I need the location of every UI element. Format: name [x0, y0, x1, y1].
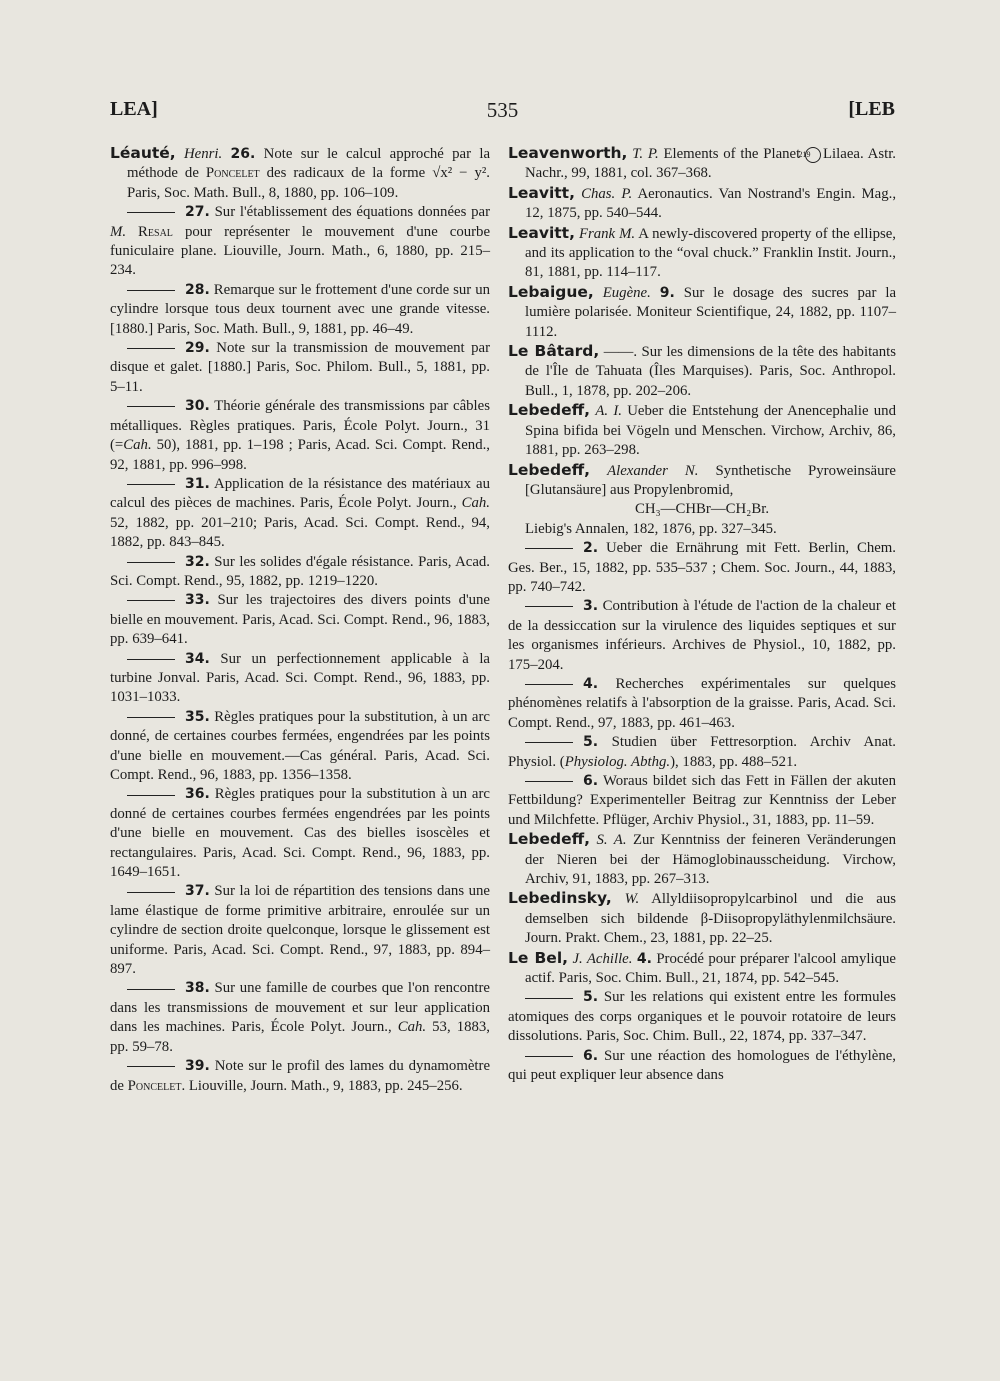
ditto-dash	[525, 606, 573, 607]
entry-lebedeff-ai	[508, 401, 896, 460]
author-name: Lebaigue,	[508, 282, 594, 301]
author-given-name: J. Achille.	[572, 950, 633, 967]
author-name: Lebedinsky,	[508, 889, 612, 908]
entry-number: 28.	[185, 281, 210, 298]
author-given-name: W.	[624, 891, 640, 908]
author-name: Leavenworth,	[508, 144, 628, 162]
ditto-dash	[127, 989, 175, 990]
entry-number: 29.	[185, 340, 210, 357]
entry-leavitt-chas	[508, 184, 896, 224]
entry-39	[110, 1057, 490, 1096]
entry-italic: Cah.	[397, 1019, 427, 1036]
entry-lebedeff-4	[508, 675, 896, 733]
entry-text: Contribution à l'étude de l'action de la chaleur et de la dessiccation sur la virulence des liquides septiques et sur les organismes inférieurs. Archives de Physiol., 10, 1882, pp. 175–204.	[508, 598, 896, 673]
ditto-dash	[127, 484, 175, 485]
entry-le-bel-4	[508, 949, 896, 989]
right-column	[508, 144, 896, 1086]
entry-text: Procédé pour préparer l'alcool amylique actif. Paris, Soc. Chim. Bull., 21, 1874, pp. 542–545.	[525, 950, 896, 987]
ditto-dash	[127, 1066, 175, 1067]
entry-number: 39.	[185, 1058, 210, 1075]
ditto-dash	[525, 742, 573, 743]
author-given-name: A. I.	[595, 403, 622, 420]
ditto-dash	[127, 212, 175, 213]
author-given-name: Henri.	[184, 146, 223, 162]
ditto-dash	[525, 684, 573, 685]
entry-text: Ueber die Entstehung der Anencephalie und Spina bifida bei Vögeln und Menschen. Virchow, Archiv, 86, 1881, pp. 263–298.	[525, 403, 896, 459]
ditto-dash	[127, 600, 175, 601]
entry-number: 38.	[185, 980, 210, 997]
entry-text: Sur un perfectionnement applicable à la turbine Jonval. Paris, Acad. Sci. Compt. Rend., 96, 1883, pp. 1031–1033.	[110, 650, 490, 706]
entry-number: 27.	[185, 204, 210, 221]
entry-number: 31.	[185, 475, 210, 492]
author-given-name: S. A.	[596, 832, 627, 849]
entry-text: Théorie générale des transmissions par câbles métalliques. Règles pratiques. Paris, École Polyt. Journ., 31 (=	[110, 398, 490, 454]
entry-text: Liouville, Journ. Math., 9, 1883, pp. 245–256.	[188, 1077, 463, 1094]
entry-number: 5.	[583, 989, 599, 1006]
author-name: Léauté,	[110, 144, 176, 162]
entry-text: Ueber die Ernährung mit Fett. Berlin, Chem. Ges. Ber., 15, 1882, pp. 535–537 ; Chem. Soc. Journ., 44, 1883, pp. 740–742.	[508, 540, 896, 595]
entry-number: 37.	[185, 883, 210, 900]
entry-smallcaps: Poncelet	[205, 165, 260, 182]
author-name: Leavitt,	[508, 223, 575, 242]
entry-38	[110, 979, 490, 1057]
entry-text: des radicaux de la forme √x² − y². Paris, Soc. Math. Bull., 8, 1880, pp. 106–109.	[127, 165, 490, 201]
entry-text: Sur une réaction des homologues de l'éthylène, qui peut expliquer leur absence dans	[508, 1047, 896, 1084]
ditto-dash	[525, 781, 573, 782]
entry-number: 9.	[659, 284, 675, 301]
entry-text: Sur la loi de répartition des tensions dans une lame élastique de forme primitive arbitraire, enroulée sur un cylindre de section droite quelconque, lorsque le glissement est uniforme. Paris, Acad. Sci. Compt. Rend., 97, 1883, pp. 894–897.	[110, 883, 490, 978]
entry-number: 5.	[583, 734, 599, 751]
entry-text: Elements of the Planet	[663, 146, 801, 162]
entry-italic: Cah.	[461, 495, 490, 512]
ditto-dash	[525, 548, 573, 549]
entry-text: Sur les trajectoires des divers points d'une bielle en mouvement. Paris, Acad. Sci. Compt. Rend., 96, 1883, pp. 639–641.	[110, 592, 491, 648]
entry-number: 32.	[185, 553, 210, 570]
author-name: Lebedeff,	[508, 460, 591, 479]
ditto-dash	[127, 348, 175, 349]
entry-number: 2.	[583, 540, 599, 557]
entry-text: Note sur la transmission de mouvement par disque et galet. [1880.] Paris, Soc. Philom. Bull., 5, 1881, pp. 5–11.	[110, 340, 490, 395]
entry-text: 53, 1883, pp. 59–78.	[110, 1019, 490, 1055]
ditto-dash	[525, 998, 573, 999]
author-given-name: ——.	[603, 344, 638, 361]
author-name: Le Bâtard,	[508, 342, 600, 361]
entry-lebedeff-sa	[508, 830, 896, 889]
entry-italic: Cah.	[123, 437, 152, 454]
entry-text: Remarque sur le frottement d'une corde sur un cylindre lorsque tous deux tournent avec une grande vitesse. [1880.] Paris, Soc. Math. Bull., 9, 1881, pp. 46–49.	[110, 281, 491, 337]
entry-number: 35.	[185, 708, 210, 725]
entry-36	[110, 785, 490, 882]
entry-37	[110, 882, 490, 979]
ditto-dash	[127, 795, 175, 796]
entry-number: 3.	[583, 598, 599, 615]
left-column	[110, 144, 490, 1096]
entry-text: Recherches expérimentales sur quelques phénomènes relatifs à l'absorption de la graisse. Paris, Acad. Sci. Compt. Rend., 97, 1883, pp. 461–463.	[508, 675, 896, 731]
entry-text: Woraus bildet sich das Fett in Fällen der akuten Fettbildung? Experimenteller Beitrag zur Kenntniss der Leber und Milchfette. Pflüger, Archiv Physiol., 31, 1883, pp. 11–59.	[508, 773, 896, 828]
entry-text: Lilaea. Astr. Nachr., 99, 1881, col. 367–368.	[525, 146, 897, 182]
entry-text: 52, 1882, pp. 201–210; Paris, Acad. Sci. Compt. Rend., 94, 1882, pp. 843–845.	[110, 514, 490, 551]
asteroid-number-icon: 219	[805, 147, 821, 163]
entry-28	[110, 281, 490, 339]
entry-text: 50), 1881, pp. 1–198 ; Paris, Acad. Sci. Compt. Rend., 92, 1881, pp. 996–998.	[110, 437, 491, 473]
entry-27	[110, 203, 490, 281]
entry-lebedeff-3	[508, 597, 896, 675]
ditto-dash	[127, 659, 175, 660]
entry-text: Liebig's Annalen, 182, 1876, pp. 327–345.	[525, 520, 777, 537]
entry-text: Note sur le calcul approché par la méthode de	[127, 146, 491, 182]
entry-text: Application de la résistance des matériaux au calcul des pièces de machines. Paris, École Polyt. Journ.,	[110, 475, 490, 512]
entry-italic: M.	[110, 223, 127, 240]
entry-text: Sur l'établissement des équations données par	[214, 204, 490, 221]
entry-number: 36.	[185, 786, 210, 803]
author-name: Leavitt,	[508, 183, 575, 202]
entry-lebedeff-2	[508, 539, 896, 597]
page-header	[110, 98, 895, 128]
entry-30	[110, 397, 490, 475]
entry-number: 6.	[583, 1047, 599, 1064]
entry-31	[110, 475, 490, 553]
entry-text: ), 1883, pp. 488–521.	[670, 753, 798, 770]
ditto-dash	[127, 562, 175, 563]
author-name: Le Bel,	[508, 948, 569, 967]
ditto-dash	[127, 892, 175, 893]
entry-number: 30.	[185, 398, 210, 415]
entry-text: Règles pratiques pour la substitution à un arc donné de certaines courbes fermées engendrées par les points d'une bielle en mouvement. Cas des bielles isoscèles et rectangulaires. Paris, Acad. Sci. Compt. Rend., 96, 1883, pp. 1649–1651.	[110, 786, 490, 881]
entry-number: 4.	[583, 675, 599, 692]
author-name: Lebedeff,	[508, 401, 591, 420]
author-given-name: Frank M.	[578, 225, 636, 242]
entry-le-batard	[508, 342, 896, 401]
entry-smallcaps: Poncelet.	[127, 1077, 186, 1094]
entry-33	[110, 591, 490, 649]
entry-34	[110, 650, 490, 708]
entry-text: Sur les dimensions de la tête des habitants de l'Île de Tahuata (Îles Marquises). Paris, Soc. Anthropol. Bull., 1, 1878, pp. 202–206.	[525, 344, 897, 399]
ditto-dash	[127, 406, 175, 407]
entry-lebaigue	[508, 283, 896, 342]
page-number: 535	[486, 98, 519, 122]
ditto-dash	[127, 717, 175, 718]
ditto-dash	[127, 290, 175, 291]
entry-35	[110, 708, 490, 786]
author-given-name: T. P.	[632, 146, 659, 162]
entry-text: Synthetische Pyroweinsäure [Glutansäure] aus Propylenbromid,	[525, 462, 896, 498]
entry-text: A newly-discovered property of the ellipse, and its application to the “oval chuck.” Franklin Instit. Journ., 81, 1881, pp. 114–117.	[525, 225, 896, 281]
header-right-guide: [LEB	[848, 98, 895, 120]
entry-lebedeff-6	[508, 772, 896, 830]
entry-text: Sur les relations qui existent entre les formules atomiques des corps organiques et le pouvoir rotatoire de leurs dissolutions. Paris, Soc. Chim. Bull., 22, 1874, pp. 337–347.	[508, 989, 896, 1045]
entry-le-bel-6	[508, 1047, 896, 1086]
chemical-formula: CH₃—CHBr—CH₂Br.	[634, 501, 770, 518]
entry-leavitt-frank	[508, 224, 896, 283]
entry-lebedeff-alexander	[508, 461, 896, 501]
header-left-guide: LEA]	[110, 98, 158, 120]
entry-29	[110, 339, 490, 397]
entry-text: pour représenter le mouvement d'une courbe funiculaire plane. Liouville, Journ. Math., 6, 1880, pp. 215–234.	[110, 223, 491, 279]
author-given-name: Eugène.	[602, 284, 651, 301]
entry-text: Règles pratiques pour la substitution, à un arc donné, de certaines courbes fermées, engendrées par les points d'une bielle en mouvement.—Cas général. Paris, Acad. Sci. Compt. Rend., 96, 1883, pp. 1356–1358.	[110, 708, 490, 783]
entry-text: Sur une famille de courbes que l'on rencontre dans les transmissions de mouvement et sur leur application dans les machines. Paris, École Polyt. Journ.,	[110, 980, 490, 1036]
entry-text: Zur Kenntniss der feineren Veränderungen der Nieren bei der Hämoglobinausscheidung. Virchow, Archiv, 91, 1883, pp. 267–313.	[525, 832, 896, 888]
entry-number: 34.	[185, 650, 210, 667]
entry-number: 4.	[636, 950, 652, 967]
entry-text: Studien über Fettresorption. Archiv Anat. Physiol. (	[508, 734, 896, 770]
entry-smallcaps: Resal	[138, 223, 173, 240]
entry-text: Aeronautics. Van Nostrand's Engin. Mag., 12, 1875, pp. 540–544.	[525, 185, 897, 222]
author-name: Lebedeff,	[508, 830, 591, 849]
entry-text: Sur le dosage des sucres par la lumière polarisée. Moniteur Scientifique, 24, 1882, pp. 1107–1112.	[525, 284, 897, 340]
entry-text: Allyldiisopropylcarbinol und die aus demselben sich bildende β-Diisopropyläthylenmilchsäure. Journ. Prakt. Chem., 23, 1881, pp. 22–25.	[525, 891, 896, 947]
entry-lebedeff-5	[508, 733, 896, 772]
entry-text: Sur les solides d'égale résistance. Paris, Acad. Sci. Compt. Rend., 95, 1882, pp. 1219–1220.	[110, 553, 490, 589]
entry-leaute-26	[110, 144, 490, 203]
entry-text: Note sur le profil des lames du dynamomètre de	[110, 1058, 491, 1094]
entry-leavenworth	[508, 144, 896, 184]
entry-le-bel-5	[508, 988, 896, 1046]
entry-italic: Physiolog. Abthg.	[564, 753, 671, 770]
entry-number: 26.	[230, 146, 256, 162]
author-given-name: Chas. P.	[581, 185, 633, 202]
entry-number: 6.	[583, 773, 599, 789]
author-given-name: Alexander N.	[607, 462, 699, 479]
ditto-dash	[525, 1056, 573, 1057]
entry-lebedinsky	[508, 889, 896, 948]
entry-number: 33.	[185, 592, 210, 609]
entry-32	[110, 553, 490, 592]
